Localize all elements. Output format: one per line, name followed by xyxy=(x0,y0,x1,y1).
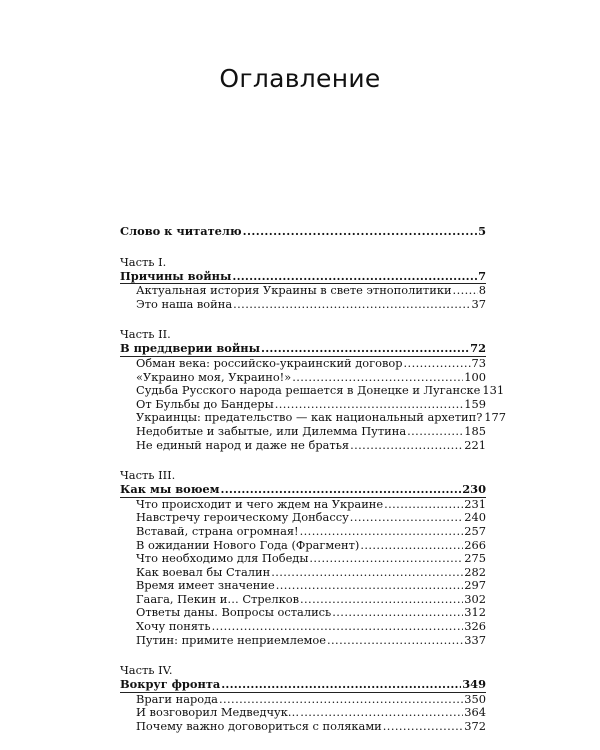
toc-chapter-entry xyxy=(120,566,486,580)
toc-chapter-title: Хочу понять xyxy=(136,619,211,634)
toc-chapter-page: 185 xyxy=(464,423,486,438)
toc-chapter-entry xyxy=(120,539,486,553)
toc-chapter-title: Обман века: российско-украинский договор xyxy=(136,355,403,370)
toc-chapter-entry xyxy=(120,511,486,525)
toc-part-heading xyxy=(120,678,486,693)
toc-part-section xyxy=(120,664,486,733)
toc-part-title: Вокруг фронта xyxy=(120,677,221,692)
leader-dots xyxy=(350,439,463,453)
toc-chapter-page: 73 xyxy=(471,355,486,370)
toc-part-label: Часть I. xyxy=(120,254,167,269)
page-title: Оглавление xyxy=(219,64,381,93)
toc-chapter-page: 326 xyxy=(464,619,486,634)
leader-dots xyxy=(243,225,477,239)
toc-chapter-title: Не единый народ и даже не братья xyxy=(136,437,350,452)
toc-chapter-title: Украинцы: предательство — как национальный архетип? xyxy=(136,410,483,425)
leader-dots xyxy=(233,298,470,312)
toc-chapter-page: 350 xyxy=(464,691,486,706)
toc-chapter-page: 177 xyxy=(484,410,507,425)
leader-dots xyxy=(221,483,462,497)
toc-part-section xyxy=(120,469,486,647)
toc-chapter-page: 131 xyxy=(482,383,505,398)
leader-dots xyxy=(276,579,464,593)
toc-chapter-title: Путин: примите неприемлемое xyxy=(136,632,327,647)
toc-chapter-title: Актуальная история Украины в свете этнополитики xyxy=(136,283,452,298)
leader-dots xyxy=(261,342,469,356)
leader-dots xyxy=(232,270,477,284)
toc-chapter-title: «Украино моя, Украино!» xyxy=(136,369,292,384)
toc-chapter-title: Судьба Русского народа решается в Донецке и Луганске xyxy=(136,383,481,398)
leader-dots xyxy=(309,552,463,566)
leader-dots xyxy=(332,606,463,620)
toc-chapter-entry xyxy=(120,439,486,453)
leader-dots xyxy=(327,634,463,648)
table-of-contents xyxy=(120,224,507,734)
toc-part-page: 349 xyxy=(462,677,486,692)
toc-chapter-page: 221 xyxy=(464,437,486,452)
toc-chapter-page: 337 xyxy=(464,632,486,647)
leader-dots xyxy=(300,706,463,720)
toc-chapter-entry xyxy=(120,552,486,566)
toc-chapter-page: 364 xyxy=(464,705,486,720)
toc-chapter-title: Почему важно договориться с поляками xyxy=(136,719,382,734)
toc-chapter-entry xyxy=(120,720,486,734)
toc-chapter-title: Что происходит и чего ждем на Украине xyxy=(136,496,384,511)
toc-chapter-entry xyxy=(120,398,486,412)
toc-chapter-title: В ожидании Нового Года (Фрагмент) xyxy=(136,537,360,552)
toc-chapter-page: 37 xyxy=(471,296,486,311)
toc-chapter-entry xyxy=(120,371,486,385)
leader-dots xyxy=(300,525,464,539)
toc-part-title: Как мы воюем xyxy=(120,482,220,497)
toc-chapter-title: Враги народа xyxy=(136,691,218,706)
leader-dots xyxy=(383,720,463,734)
toc-intro-title: Слово к читателю xyxy=(120,224,242,238)
toc-chapter-title: И возговорил Медведчук… xyxy=(136,705,300,720)
toc-part-section xyxy=(120,327,507,452)
toc-chapter-page: 159 xyxy=(464,396,486,411)
leader-dots xyxy=(300,593,463,607)
toc-intro-page: 5 xyxy=(478,224,486,238)
toc-chapter-entry xyxy=(120,298,486,312)
toc-chapter-page: 302 xyxy=(464,591,486,606)
toc-part-heading xyxy=(120,483,486,498)
toc-chapter-page: 372 xyxy=(464,719,486,734)
toc-chapter-page: 282 xyxy=(464,564,486,579)
toc-chapter-entry xyxy=(120,284,486,298)
leader-dots xyxy=(221,678,461,692)
toc-chapter-title: Недобитые и забытые, или Дилемма Путина xyxy=(136,423,407,438)
toc-chapter-entry xyxy=(120,357,486,371)
toc-chapter-entry xyxy=(120,593,486,607)
toc-chapter-entry xyxy=(120,425,486,439)
toc-chapter-entry xyxy=(120,410,507,425)
toc-part-section xyxy=(120,256,486,312)
leader-dots xyxy=(360,539,463,553)
leader-dots xyxy=(453,284,478,298)
toc-part-page: 72 xyxy=(470,341,486,356)
toc-chapter-entry xyxy=(120,498,486,512)
toc-chapter-title: Гаага, Пекин и… Стрелков xyxy=(136,591,300,606)
toc-chapter-entry xyxy=(120,706,486,720)
toc-chapter-page: 266 xyxy=(464,537,486,552)
toc-chapter-title: Время имеет значение xyxy=(136,578,275,593)
toc-chapter-page: 240 xyxy=(464,510,486,525)
toc-part-label: Часть IV. xyxy=(120,663,173,678)
toc-chapter-title: Вставай, страна огромная! xyxy=(136,523,299,538)
toc-chapter-entry xyxy=(120,620,486,634)
toc-part-title: Причины войны xyxy=(120,268,232,283)
toc-chapter-entry xyxy=(120,579,486,593)
leader-dots xyxy=(384,498,463,512)
toc-chapter-page: 312 xyxy=(464,605,486,620)
leader-dots xyxy=(271,566,463,580)
toc-chapter-title: Это наша война xyxy=(136,296,233,311)
toc-part-label: Часть II. xyxy=(120,327,171,342)
toc-part-page: 7 xyxy=(478,268,486,283)
leader-dots xyxy=(275,398,464,412)
leader-dots xyxy=(404,357,471,371)
toc-parts xyxy=(120,254,507,734)
toc-chapter-title: Навстречу героическому Донбассу xyxy=(136,510,349,525)
toc-chapter-page: 275 xyxy=(464,551,486,566)
toc-part-title: В преддверии войны xyxy=(120,341,261,356)
leader-dots xyxy=(407,425,463,439)
toc-part-label: Часть III. xyxy=(120,468,176,483)
toc-part-page: 230 xyxy=(462,482,486,497)
toc-chapter-page: 100 xyxy=(464,369,486,384)
toc-chapter-entry xyxy=(120,634,486,648)
toc-chapter-title: От Бульбы до Бандеры xyxy=(136,396,274,411)
toc-part-heading xyxy=(120,342,486,357)
toc-chapter-page: 257 xyxy=(464,523,486,538)
toc-chapter-page: 297 xyxy=(464,578,486,593)
toc-chapter-title: Что необходимо для Победы xyxy=(136,551,309,566)
leader-dots xyxy=(292,371,463,385)
toc-chapter-page: 8 xyxy=(478,283,486,298)
toc-chapter-title: Ответы даны. Вопросы остались xyxy=(136,605,332,620)
toc-part-heading xyxy=(120,270,486,285)
toc-intro-entry xyxy=(120,225,486,239)
leader-dots xyxy=(219,693,463,707)
leader-dots xyxy=(212,620,464,634)
leader-dots xyxy=(350,511,463,525)
toc-chapter-entry xyxy=(120,606,486,620)
toc-chapter-entry xyxy=(120,693,486,707)
toc-chapter-entry xyxy=(120,525,486,539)
toc-chapter-title: Как воевал бы Сталин xyxy=(136,564,271,579)
toc-chapter-page: 231 xyxy=(464,496,486,511)
toc-chapter-entry xyxy=(120,383,505,398)
